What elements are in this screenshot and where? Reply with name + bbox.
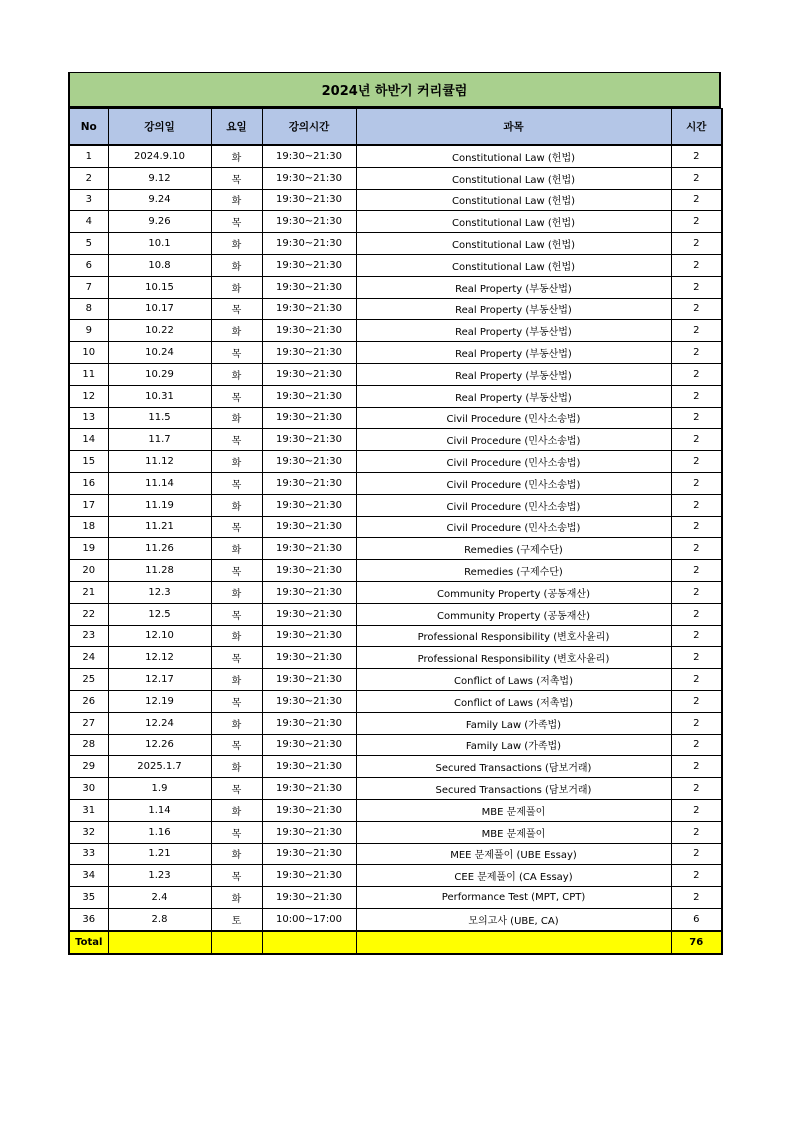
cell-no: 26 <box>69 690 108 712</box>
cell-hours: 2 <box>671 560 722 582</box>
cell-date: 12.19 <box>108 690 211 712</box>
cell-hours: 2 <box>671 407 722 429</box>
cell-time: 19:30~21:30 <box>262 363 356 385</box>
cell-subject: 모의고사 (UBE, CA) <box>356 908 671 930</box>
cell-no: 29 <box>69 756 108 778</box>
cell-no: 23 <box>69 625 108 647</box>
table-row <box>69 320 722 342</box>
table-row <box>69 516 722 538</box>
cell-no: 24 <box>69 647 108 669</box>
header-time: 강의시간 <box>262 109 356 146</box>
cell-time: 19:30~21:30 <box>262 821 356 843</box>
cell-no: 28 <box>69 734 108 756</box>
cell-no: 36 <box>69 908 108 930</box>
table-row <box>69 363 722 385</box>
cell-day: 목 <box>211 778 262 800</box>
total-empty-cell <box>262 931 356 954</box>
cell-hours: 2 <box>671 603 722 625</box>
cell-date: 1.16 <box>108 821 211 843</box>
cell-time: 19:30~21:30 <box>262 429 356 451</box>
table-row <box>69 603 722 625</box>
cell-subject: Civil Procedure (민사소송법) <box>356 407 671 429</box>
cell-hours: 2 <box>671 211 722 233</box>
cell-subject: Real Property (부동산법) <box>356 385 671 407</box>
cell-hours: 2 <box>671 756 722 778</box>
table-row <box>69 778 722 800</box>
table-row <box>69 843 722 865</box>
cell-subject: Civil Procedure (민사소송법) <box>356 451 671 473</box>
cell-day: 목 <box>211 560 262 582</box>
cell-time: 19:30~21:30 <box>262 581 356 603</box>
cell-subject: Family Law (가족법) <box>356 734 671 756</box>
cell-hours: 6 <box>671 908 722 930</box>
table-row <box>69 581 722 603</box>
cell-no: 13 <box>69 407 108 429</box>
table-row <box>69 407 722 429</box>
cell-time: 19:30~21:30 <box>262 385 356 407</box>
cell-hours: 2 <box>671 799 722 821</box>
table-row <box>69 385 722 407</box>
cell-subject: Civil Procedure (민사소송법) <box>356 429 671 451</box>
cell-day: 목 <box>211 603 262 625</box>
cell-date: 10.8 <box>108 254 211 276</box>
table-row <box>69 254 722 276</box>
cell-day: 목 <box>211 690 262 712</box>
cell-date: 11.7 <box>108 429 211 451</box>
table-row <box>69 167 722 189</box>
cell-no: 21 <box>69 581 108 603</box>
cell-time: 19:30~21:30 <box>262 756 356 778</box>
cell-subject: Constitutional Law (헌법) <box>356 233 671 255</box>
cell-day: 화 <box>211 669 262 691</box>
cell-date: 11.28 <box>108 560 211 582</box>
table-row <box>69 821 722 843</box>
cell-hours: 2 <box>671 385 722 407</box>
cell-hours: 2 <box>671 429 722 451</box>
table-row <box>69 451 722 473</box>
cell-time: 19:30~21:30 <box>262 778 356 800</box>
cell-no: 22 <box>69 603 108 625</box>
cell-hours: 2 <box>671 581 722 603</box>
total-empty-cell <box>211 931 262 954</box>
table-row <box>69 276 722 298</box>
cell-day: 목 <box>211 298 262 320</box>
header-subject: 과목 <box>356 109 671 146</box>
cell-no: 1 <box>69 145 108 167</box>
header-hours: 시간 <box>671 109 722 146</box>
cell-time: 19:30~21:30 <box>262 167 356 189</box>
table-row <box>69 625 722 647</box>
cell-day: 목 <box>211 472 262 494</box>
cell-hours: 2 <box>671 342 722 364</box>
cell-time: 19:30~21:30 <box>262 233 356 255</box>
cell-subject: Real Property (부동산법) <box>356 298 671 320</box>
cell-day: 화 <box>211 625 262 647</box>
cell-hours: 2 <box>671 167 722 189</box>
cell-time: 19:30~21:30 <box>262 211 356 233</box>
cell-time: 19:30~21:30 <box>262 276 356 298</box>
cell-subject: Constitutional Law (헌법) <box>356 254 671 276</box>
table-row <box>69 908 722 930</box>
cell-time: 19:30~21:30 <box>262 865 356 887</box>
cell-date: 11.14 <box>108 472 211 494</box>
cell-subject: MBE 문제풀이 <box>356 799 671 821</box>
cell-date: 2.8 <box>108 908 211 930</box>
total-empty-cell <box>356 931 671 954</box>
cell-hours: 2 <box>671 887 722 909</box>
cell-date: 10.1 <box>108 233 211 255</box>
cell-no: 5 <box>69 233 108 255</box>
cell-subject: MBE 문제풀이 <box>356 821 671 843</box>
cell-day: 화 <box>211 494 262 516</box>
table-row <box>69 756 722 778</box>
cell-hours: 2 <box>671 363 722 385</box>
cell-hours: 2 <box>671 647 722 669</box>
cell-no: 34 <box>69 865 108 887</box>
total-empty-cell <box>108 931 211 954</box>
cell-no: 15 <box>69 451 108 473</box>
cell-no: 14 <box>69 429 108 451</box>
cell-day: 화 <box>211 189 262 211</box>
cell-time: 10:00~17:00 <box>262 908 356 930</box>
cell-subject: Professional Responsibility (변호사윤리) <box>356 625 671 647</box>
table-row <box>69 298 722 320</box>
cell-subject: Real Property (부동산법) <box>356 276 671 298</box>
cell-subject: Community Property (공동재산) <box>356 581 671 603</box>
cell-date: 12.26 <box>108 734 211 756</box>
table-row <box>69 211 722 233</box>
cell-date: 11.21 <box>108 516 211 538</box>
cell-date: 1.14 <box>108 799 211 821</box>
cell-hours: 2 <box>671 494 722 516</box>
cell-day: 화 <box>211 756 262 778</box>
cell-date: 12.5 <box>108 603 211 625</box>
cell-hours: 2 <box>671 843 722 865</box>
cell-subject: MEE 문제풀이 (UBE Essay) <box>356 843 671 865</box>
cell-date: 10.24 <box>108 342 211 364</box>
cell-hours: 2 <box>671 690 722 712</box>
cell-day: 화 <box>211 581 262 603</box>
header-date: 강의일 <box>108 109 211 146</box>
cell-no: 18 <box>69 516 108 538</box>
cell-subject: Constitutional Law (헌법) <box>356 211 671 233</box>
cell-day: 목 <box>211 647 262 669</box>
cell-subject: Remedies (구제수단) <box>356 538 671 560</box>
cell-hours: 2 <box>671 451 722 473</box>
cell-subject: CEE 문제풀이 (CA Essay) <box>356 865 671 887</box>
cell-subject: Performance Test (MPT, CPT) <box>356 887 671 909</box>
cell-subject: Civil Procedure (민사소송법) <box>356 494 671 516</box>
cell-time: 19:30~21:30 <box>262 298 356 320</box>
table-row <box>69 429 722 451</box>
cell-day: 화 <box>211 451 262 473</box>
cell-date: 1.21 <box>108 843 211 865</box>
cell-day: 목 <box>211 211 262 233</box>
table-row <box>69 734 722 756</box>
table-row <box>69 145 722 167</box>
cell-time: 19:30~21:30 <box>262 494 356 516</box>
cell-subject: Remedies (구제수단) <box>356 560 671 582</box>
cell-hours: 2 <box>671 145 722 167</box>
cell-hours: 2 <box>671 320 722 342</box>
cell-no: 30 <box>69 778 108 800</box>
cell-date: 12.24 <box>108 712 211 734</box>
cell-hours: 2 <box>671 734 722 756</box>
table-row <box>69 472 722 494</box>
cell-hours: 2 <box>671 254 722 276</box>
cell-date: 12.10 <box>108 625 211 647</box>
table-row <box>69 887 722 909</box>
cell-time: 19:30~21:30 <box>262 690 356 712</box>
cell-date: 11.26 <box>108 538 211 560</box>
header-no: No <box>69 109 108 146</box>
cell-date: 10.17 <box>108 298 211 320</box>
cell-hours: 2 <box>671 538 722 560</box>
table-row <box>69 560 722 582</box>
cell-date: 2.4 <box>108 887 211 909</box>
cell-date: 11.5 <box>108 407 211 429</box>
cell-time: 19:30~21:30 <box>262 560 356 582</box>
cell-time: 19:30~21:30 <box>262 516 356 538</box>
cell-subject: Constitutional Law (헌법) <box>356 167 671 189</box>
cell-subject: Secured Transactions (담보거래) <box>356 756 671 778</box>
cell-hours: 2 <box>671 516 722 538</box>
cell-subject: Secured Transactions (담보거래) <box>356 778 671 800</box>
cell-hours: 2 <box>671 472 722 494</box>
cell-time: 19:30~21:30 <box>262 472 356 494</box>
cell-hours: 2 <box>671 298 722 320</box>
cell-time: 19:30~21:30 <box>262 734 356 756</box>
cell-hours: 2 <box>671 712 722 734</box>
table-header-row <box>69 109 722 146</box>
total-label: Total <box>69 931 108 954</box>
cell-hours: 2 <box>671 625 722 647</box>
cell-date: 1.23 <box>108 865 211 887</box>
cell-no: 9 <box>69 320 108 342</box>
cell-day: 목 <box>211 429 262 451</box>
cell-subject: Real Property (부동산법) <box>356 320 671 342</box>
cell-time: 19:30~21:30 <box>262 145 356 167</box>
cell-time: 19:30~21:30 <box>262 799 356 821</box>
cell-subject: Real Property (부동산법) <box>356 363 671 385</box>
cell-time: 19:30~21:30 <box>262 189 356 211</box>
cell-day: 화 <box>211 887 262 909</box>
cell-no: 4 <box>69 211 108 233</box>
cell-subject: Family Law (가족법) <box>356 712 671 734</box>
cell-subject: Community Property (공동재산) <box>356 603 671 625</box>
cell-no: 20 <box>69 560 108 582</box>
cell-day: 화 <box>211 276 262 298</box>
table-row <box>69 712 722 734</box>
cell-time: 19:30~21:30 <box>262 254 356 276</box>
cell-time: 19:30~21:30 <box>262 342 356 364</box>
cell-time: 19:30~21:30 <box>262 451 356 473</box>
cell-subject: Civil Procedure (민사소송법) <box>356 516 671 538</box>
cell-no: 33 <box>69 843 108 865</box>
cell-time: 19:30~21:30 <box>262 538 356 560</box>
cell-hours: 2 <box>671 821 722 843</box>
cell-hours: 2 <box>671 189 722 211</box>
cell-subject: Professional Responsibility (변호사윤리) <box>356 647 671 669</box>
cell-no: 12 <box>69 385 108 407</box>
cell-date: 10.15 <box>108 276 211 298</box>
cell-no: 3 <box>69 189 108 211</box>
table-row <box>69 538 722 560</box>
cell-date: 12.3 <box>108 581 211 603</box>
cell-day: 화 <box>211 320 262 342</box>
cell-day: 목 <box>211 734 262 756</box>
cell-no: 10 <box>69 342 108 364</box>
cell-day: 화 <box>211 538 262 560</box>
cell-date: 9.26 <box>108 211 211 233</box>
cell-date: 11.12 <box>108 451 211 473</box>
cell-time: 19:30~21:30 <box>262 712 356 734</box>
cell-day: 목 <box>211 821 262 843</box>
table-row <box>69 799 722 821</box>
cell-day: 화 <box>211 363 262 385</box>
cell-subject: Real Property (부동산법) <box>356 342 671 364</box>
cell-subject: Civil Procedure (민사소송법) <box>356 472 671 494</box>
cell-day: 토 <box>211 908 262 930</box>
curriculum-table <box>68 108 723 955</box>
cell-subject: Constitutional Law (헌법) <box>356 189 671 211</box>
cell-day: 목 <box>211 516 262 538</box>
cell-date: 12.12 <box>108 647 211 669</box>
cell-day: 목 <box>211 342 262 364</box>
total-hours: 76 <box>671 931 722 954</box>
cell-subject: Constitutional Law (헌법) <box>356 145 671 167</box>
cell-date: 12.17 <box>108 669 211 691</box>
total-row <box>69 931 722 954</box>
cell-day: 화 <box>211 145 262 167</box>
cell-no: 7 <box>69 276 108 298</box>
curriculum-sheet <box>68 72 721 955</box>
cell-time: 19:30~21:30 <box>262 669 356 691</box>
cell-day: 화 <box>211 843 262 865</box>
cell-no: 31 <box>69 799 108 821</box>
cell-hours: 2 <box>671 778 722 800</box>
cell-date: 1.9 <box>108 778 211 800</box>
cell-time: 19:30~21:30 <box>262 407 356 429</box>
table-row <box>69 189 722 211</box>
cell-no: 11 <box>69 363 108 385</box>
cell-subject: Conflict of Laws (저촉법) <box>356 690 671 712</box>
cell-no: 32 <box>69 821 108 843</box>
cell-day: 목 <box>211 865 262 887</box>
header-day: 요일 <box>211 109 262 146</box>
cell-day: 목 <box>211 167 262 189</box>
cell-day: 화 <box>211 712 262 734</box>
cell-time: 19:30~21:30 <box>262 843 356 865</box>
cell-day: 화 <box>211 407 262 429</box>
cell-date: 2025.1.7 <box>108 756 211 778</box>
cell-no: 27 <box>69 712 108 734</box>
cell-time: 19:30~21:30 <box>262 887 356 909</box>
cell-subject: Conflict of Laws (저촉법) <box>356 669 671 691</box>
table-row <box>69 690 722 712</box>
table-row <box>69 647 722 669</box>
cell-hours: 2 <box>671 233 722 255</box>
cell-day: 화 <box>211 799 262 821</box>
cell-hours: 2 <box>671 276 722 298</box>
cell-no: 19 <box>69 538 108 560</box>
table-row <box>69 233 722 255</box>
cell-date: 10.31 <box>108 385 211 407</box>
cell-hours: 2 <box>671 865 722 887</box>
cell-date: 10.22 <box>108 320 211 342</box>
cell-no: 16 <box>69 472 108 494</box>
cell-no: 8 <box>69 298 108 320</box>
table-body <box>69 145 722 931</box>
cell-time: 19:30~21:30 <box>262 603 356 625</box>
cell-date: 2024.9.10 <box>108 145 211 167</box>
table-row <box>69 342 722 364</box>
sheet-title: 2024년 하반기 커리큘럼 <box>68 72 721 108</box>
table-row <box>69 865 722 887</box>
cell-date: 11.19 <box>108 494 211 516</box>
table-row <box>69 494 722 516</box>
cell-time: 19:30~21:30 <box>262 625 356 647</box>
cell-hours: 2 <box>671 669 722 691</box>
cell-time: 19:30~21:30 <box>262 647 356 669</box>
table-row <box>69 669 722 691</box>
cell-date: 9.24 <box>108 189 211 211</box>
cell-day: 목 <box>211 385 262 407</box>
cell-time: 19:30~21:30 <box>262 320 356 342</box>
cell-no: 2 <box>69 167 108 189</box>
cell-day: 화 <box>211 254 262 276</box>
cell-no: 6 <box>69 254 108 276</box>
cell-day: 화 <box>211 233 262 255</box>
cell-no: 17 <box>69 494 108 516</box>
cell-no: 25 <box>69 669 108 691</box>
cell-date: 10.29 <box>108 363 211 385</box>
cell-no: 35 <box>69 887 108 909</box>
cell-date: 9.12 <box>108 167 211 189</box>
